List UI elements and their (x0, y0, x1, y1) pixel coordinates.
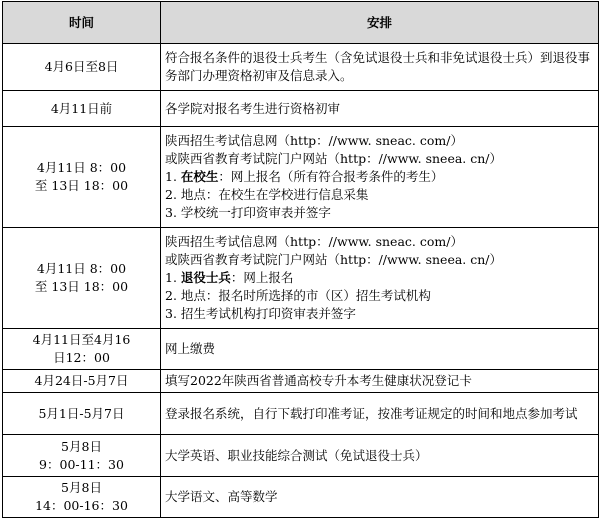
table-row (3, 44, 599, 91)
header-time: 时间 (3, 2, 161, 44)
table-row (3, 477, 599, 518)
plan-cell: 登录报名系统，自行下载打印准考证，按准考证规定的时间和地点参加考试 (161, 393, 599, 435)
header-plan: 安排 (161, 2, 599, 44)
plan-cell: 陕西招生考试信息网（http：//www. sneac. com/） 或陕西省教育考试院门户网站（http：//www. sneea. cn/） 1. 在校生：网上报名（所有符合报考条件的考生） 2. 地点：在校生在学校进行信息采集 3. 学校统一打印资审表并签字 (161, 127, 599, 228)
plan-cell: 各学院对报名考生进行资格初审 (161, 91, 599, 127)
plan-cell: 大学语文、高等数学 (161, 477, 599, 518)
time-cell: 5月8日 9：00-11：30 (3, 435, 161, 477)
time-cell: 4月24日-5月7日 (3, 370, 161, 393)
schedule-table (2, 1, 599, 518)
table-header-row (3, 2, 599, 44)
time-cell: 4月11日前 (3, 91, 161, 127)
plan-cell: 大学英语、职业技能综合测试（免试退役士兵） (161, 435, 599, 477)
step-role-label: 退役士兵 (180, 270, 231, 285)
time-cell: 5月8日 14：00-16：30 (3, 477, 161, 518)
time-cell: 4月11日 8：00 至 13日 18：00 (3, 127, 161, 228)
table-row (3, 435, 599, 477)
plan-cell: 网上缴费 (161, 329, 599, 370)
plan-cell: 填写2022年陕西省普通高校专升本考生健康状况登记卡 (161, 370, 599, 393)
time-cell: 5月1日-5月7日 (3, 393, 161, 435)
time-cell: 4月11日 8：00 至 13日 18：00 (3, 228, 161, 329)
plan-cell: 陕西招生考试信息网（http：//www. sneac. com/） 或陕西省教育考试院门户网站（http：//www. sneea. cn/） 1. 退役士兵：网上报名 2. 地点：报名时所选择的市（区）招生考试机构 3. 招生考试机构打印资审表并签字 (161, 228, 599, 329)
plan-cell: 符合报名条件的退役士兵考生（含免试退役士兵和非免试退役士兵）到退役事务部门办理资格初审及信息录入。 (161, 44, 599, 91)
table-row (3, 393, 599, 435)
table-row (3, 228, 599, 329)
table-row (3, 127, 599, 228)
step-role-label: 在校生 (180, 169, 219, 184)
time-cell: 4月6日至8日 (3, 44, 161, 91)
time-cell: 4月11日至4月16 日12：00 (3, 329, 161, 370)
table-row (3, 329, 599, 370)
table-row (3, 370, 599, 393)
table-row (3, 91, 599, 127)
